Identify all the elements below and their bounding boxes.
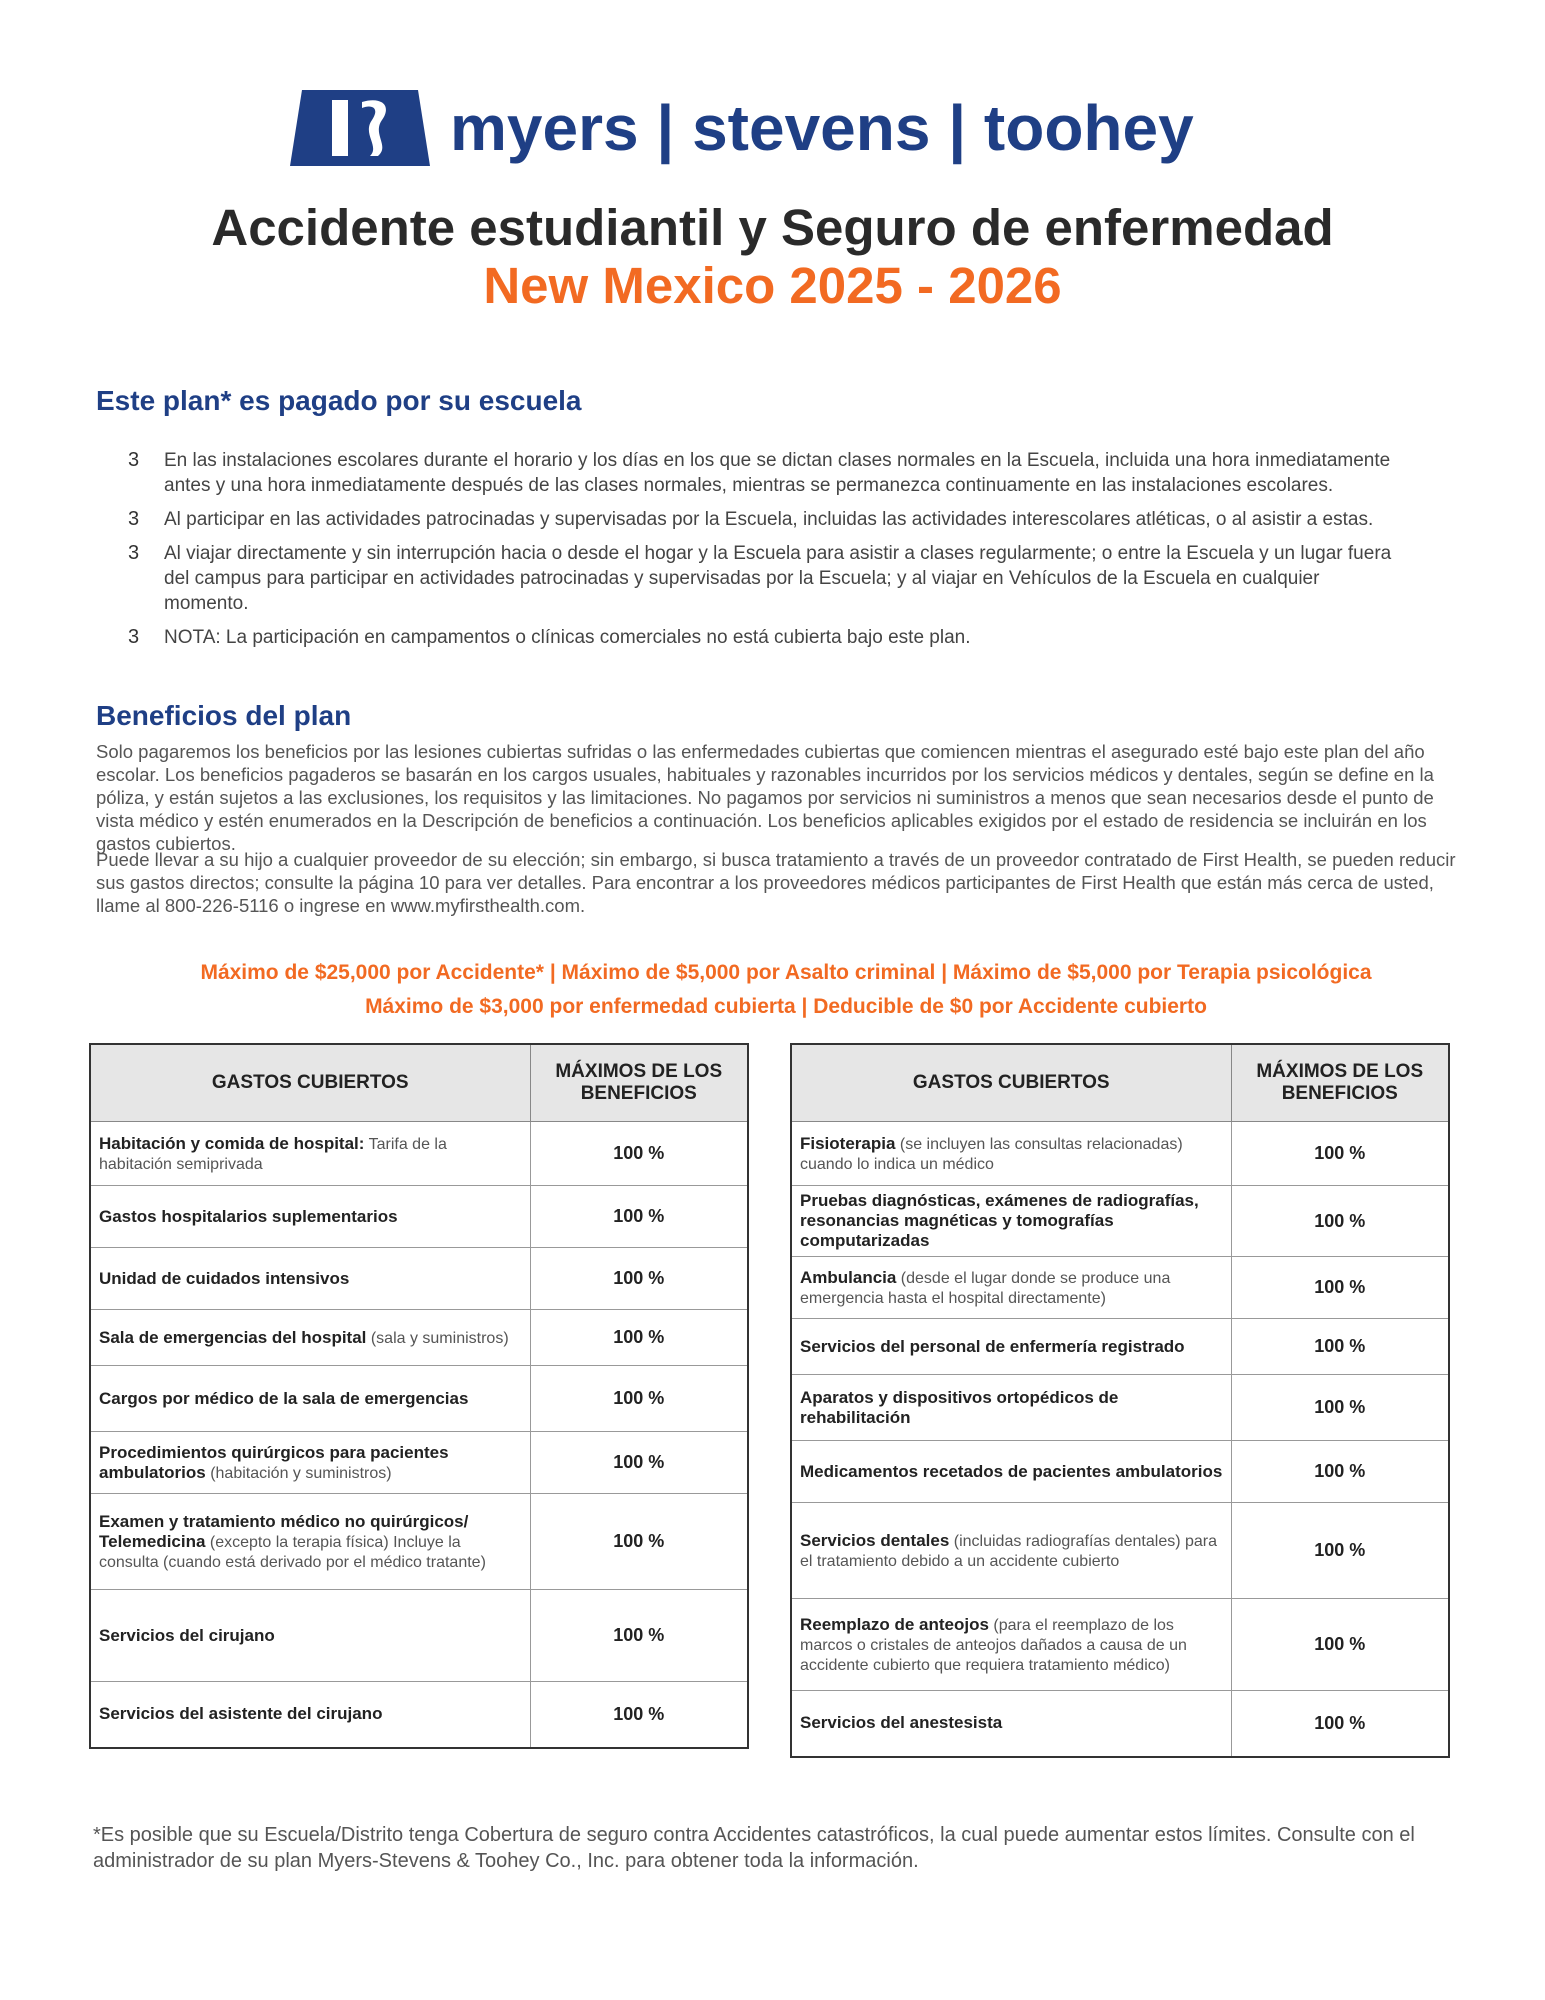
page-subtitle: New Mexico 2025 - 2026 xyxy=(483,257,1062,314)
table-row xyxy=(791,1691,1449,1757)
expense-cell xyxy=(90,1494,530,1590)
expense-cell xyxy=(90,1682,530,1748)
table-row xyxy=(90,1186,748,1248)
table-row xyxy=(791,1375,1449,1441)
table-row xyxy=(90,1366,748,1432)
expense-label: Sala de emergencias del hospital xyxy=(99,1327,367,1347)
coverage-list xyxy=(128,448,1398,659)
company-logo xyxy=(290,90,1194,166)
table-row xyxy=(90,1432,748,1494)
expense-note: (para el reemplazo de los marcos o cristales de anteojos dañados a causa de un accidente cubierto que requiera tratamiento médico) xyxy=(800,1616,1187,1674)
coverage-heading: Este plan* es pagado por su escuela xyxy=(96,385,582,416)
expense-cell xyxy=(791,1599,1231,1691)
table-row xyxy=(90,1590,748,1682)
provider-paragraph: Puede llevar a su hijo a cualquier proveedor de su elección; sin embargo, si busca tratamiento a través de un proveedor contratado de First Health, se pueden reducir sus gastos directos; consulte la página 10 para ver detalles. Para encontrar a los proveedores médicos participantes de First Health que están más cerca de usted, llame al 800-226-5116 o ingrese en www.myfirsthealth.com. xyxy=(96,849,1456,916)
expense-cell xyxy=(90,1186,530,1248)
benefit-value: 100 % xyxy=(530,1310,748,1366)
expense-note: Tarifa de la habitación semiprivada xyxy=(99,1135,447,1173)
column-header-expenses: GASTOS CUBIERTOS xyxy=(791,1044,1231,1122)
expense-cell xyxy=(791,1257,1231,1319)
table-row xyxy=(791,1186,1449,1257)
expense-cell xyxy=(791,1441,1231,1503)
benefit-value: 100 % xyxy=(1231,1186,1449,1257)
expense-label: Habitación y comida de hospital: xyxy=(99,1133,365,1153)
expense-note: (sala y suministros) xyxy=(366,1329,509,1347)
expense-label: Fisioterapia xyxy=(800,1133,896,1153)
expense-cell xyxy=(791,1503,1231,1599)
expense-label: Aparatos y dispositivos ortopédicos de rehabilitación xyxy=(800,1387,1119,1427)
benefit-value: 100 % xyxy=(530,1590,748,1682)
column-header-maximums: MÁXIMOS DE LOS BENEFICIOS xyxy=(1231,1044,1449,1122)
column-header-maximums: MÁXIMOS DE LOS BENEFICIOS xyxy=(530,1044,748,1122)
list-item: 3 En las instalaciones escolares durante el horario y los días en los que se dictan clases normales en la Escuela, incluida una hora inmediatamente antes y una hora inmediatamente después de las clases normales, mientras se permanezca continuamente en las instalaciones escolares. xyxy=(128,449,1391,496)
expense-cell xyxy=(791,1375,1231,1441)
expense-label: Procedimientos quirúrgicos para pacientes ambulatorios xyxy=(99,1442,449,1482)
benefit-value: 100 % xyxy=(530,1432,748,1494)
expense-label: Examen y tratamiento médico no quirúrgicos/ Telemedicina xyxy=(99,1511,469,1551)
expense-cell xyxy=(90,1310,530,1366)
column-header-expenses: GASTOS CUBIERTOS xyxy=(90,1044,530,1122)
benefits-heading: Beneficios del plan xyxy=(96,700,352,731)
expense-cell xyxy=(90,1432,530,1494)
benefit-value: 100 % xyxy=(530,1122,748,1186)
expense-note: (desde el lugar donde se produce una emergencia hasta el hospital directamente) xyxy=(800,1269,1171,1307)
expense-label: Servicios del cirujano xyxy=(99,1625,275,1645)
expense-cell xyxy=(90,1590,530,1682)
benefit-value: 100 % xyxy=(530,1682,748,1748)
table-row xyxy=(791,1122,1449,1186)
list-item: 3 NOTA: La participación en campamentos o clínicas comerciales no está cubierta bajo este plan. xyxy=(128,626,971,648)
list-item: 3 Al participar en las actividades patrocinadas y supervisadas por la Escuela, incluidas las actividades interescolares atléticas, o al asistir a estas. xyxy=(128,508,1374,530)
table-row xyxy=(791,1257,1449,1319)
expense-label: Servicios del anestesista xyxy=(800,1713,1003,1733)
expense-label: Cargos por médico de la sala de emergencias xyxy=(99,1388,469,1408)
table-row xyxy=(791,1441,1449,1503)
benefits-paragraph: Solo pagaremos los beneficios por las lesiones cubiertas sufridas o las enfermedades cubiertas que comiencen mientras el asegurado esté bajo este plan del año escolar. Los beneficios pagaderos se basarán en los cargos usuales, habituales y razonables incurridos por los servicios médicos y dentales, según se define en la póliza, y están sujetos a las exclusiones, los requisitos y las limitaciones. No pagamos por servicios ni suministros a menos que sean necesarios desde el punto de vista médico y estén enumerados en la Descripción de beneficios a continuación. Los beneficios aplicables exigidos por el estado de residencia se incluirán en los gastos cubiertos. xyxy=(96,741,1434,854)
expense-label: Reemplazo de anteojos xyxy=(800,1614,989,1634)
table-row xyxy=(90,1310,748,1366)
benefit-value: 100 % xyxy=(1231,1257,1449,1319)
logo-text: myers | stevens | toohey xyxy=(450,92,1194,164)
benefit-value: 100 % xyxy=(530,1248,748,1310)
checkmark-icon: 3 xyxy=(128,508,140,530)
maximums-line-1: Máximo de $25,000 por Accidente* | Máximo de $5,000 por Asalto criminal | Máximo de $5,000 por Terapia psicológica xyxy=(200,961,1372,984)
benefit-value: 100 % xyxy=(530,1494,748,1590)
list-item: 3 Al viajar directamente y sin interrupción hacia o desde el hogar y la Escuela para asistir a clases regularmente; o entre la Escuela y un lugar fuera del campus para participar en actividades patrocinadas y supervisadas por la Escuela; y al viajar en Vehículos de la Escuela en cualquier momento. xyxy=(128,542,1392,614)
table-row xyxy=(791,1319,1449,1375)
expense-note: (se incluyen las consultas relacionadas) cuando lo indica un médico xyxy=(800,1135,1183,1173)
benefit-value: 100 % xyxy=(1231,1122,1449,1186)
expense-label: Unidad de cuidados intensivos xyxy=(99,1268,350,1288)
expense-label: Servicios del asistente del cirujano xyxy=(99,1704,383,1724)
benefits-table-right xyxy=(790,1043,1450,1758)
benefit-value: 100 % xyxy=(1231,1319,1449,1375)
table-row xyxy=(90,1122,748,1186)
benefits-table-left xyxy=(89,1043,749,1749)
table-row xyxy=(90,1682,748,1748)
expense-note: (incluidas radiografías dentales) para el tratamiento debido a un accidente cubierto xyxy=(800,1532,1218,1570)
maximums-line-2: Máximo de $3,000 por enfermedad cubierta | Deducible de $0 por Accidente cubierto xyxy=(365,995,1207,1018)
ms-logo-icon xyxy=(290,90,430,166)
benefit-value: 100 % xyxy=(1231,1599,1449,1691)
table-row xyxy=(90,1248,748,1310)
page-title: Accidente estudiantil y Seguro de enfermedad xyxy=(211,199,1334,256)
expense-cell xyxy=(90,1248,530,1310)
benefit-value: 100 % xyxy=(1231,1503,1449,1599)
table-row xyxy=(791,1503,1449,1599)
expense-note: (excepto la terapia física) Incluye la consulta (cuando está derivado por el médico tratante) xyxy=(99,1533,486,1571)
checkmark-icon: 3 xyxy=(128,449,140,471)
expense-cell xyxy=(791,1319,1231,1375)
benefit-value: 100 % xyxy=(1231,1691,1449,1757)
expense-cell xyxy=(791,1691,1231,1757)
expense-cell xyxy=(791,1122,1231,1186)
expense-label: Medicamentos recetados de pacientes ambulatorios xyxy=(800,1461,1223,1481)
expense-label: Gastos hospitalarios suplementarios xyxy=(99,1206,398,1226)
checkmark-icon: 3 xyxy=(128,542,140,564)
benefit-value: 100 % xyxy=(530,1186,748,1248)
expense-cell xyxy=(90,1366,530,1432)
table-row xyxy=(791,1599,1449,1691)
expense-label: Servicios dentales xyxy=(800,1530,950,1550)
benefit-value: 100 % xyxy=(1231,1375,1449,1441)
footnote: *Es posible que su Escuela/Distrito tenga Cobertura de seguro contra Accidentes catastróficos, la cual puede aumentar estos límites. Consulte con el administrador de su plan Myers-Stevens & Toohey Co., Inc. para obtener toda la información. xyxy=(93,1824,1415,1872)
expense-label: Servicios del personal de enfermería registrado xyxy=(800,1336,1185,1356)
benefit-value: 100 % xyxy=(1231,1441,1449,1503)
expense-cell xyxy=(791,1186,1231,1257)
expense-cell xyxy=(90,1122,530,1186)
expense-note: (habitación y suministros) xyxy=(205,1464,392,1482)
benefit-maximums xyxy=(96,956,1476,1024)
expense-label: Pruebas diagnósticas, exámenes de radiografías, resonancias magnéticas y tomografías computarizadas xyxy=(800,1191,1199,1250)
checkmark-icon: 3 xyxy=(128,626,140,648)
expense-label: Ambulancia xyxy=(800,1267,897,1287)
table-row xyxy=(90,1494,748,1590)
benefit-value: 100 % xyxy=(530,1366,748,1432)
